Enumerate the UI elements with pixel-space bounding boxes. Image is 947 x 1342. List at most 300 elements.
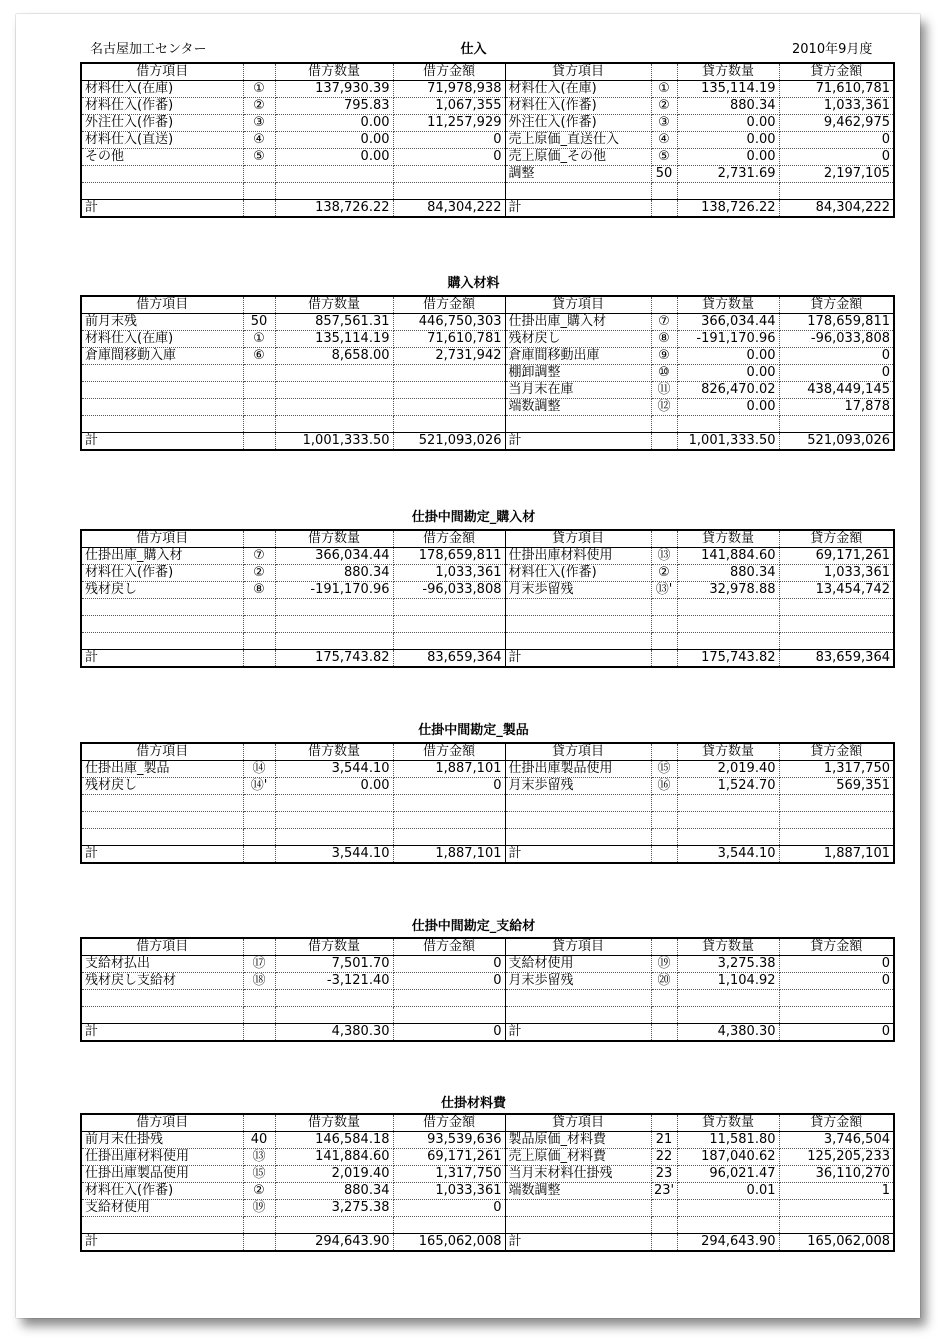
table-cell: 0.00: [677, 365, 779, 382]
table-cell: [677, 183, 779, 200]
table-cell: 880.34: [677, 98, 779, 115]
table-row: [81, 81, 894, 98]
table-header-row: [81, 530, 894, 548]
table-cell: [677, 812, 779, 829]
table-cell: [81, 183, 243, 200]
table-cell: ②: [651, 98, 677, 115]
table-cell: 0: [779, 149, 894, 166]
table-cell: [81, 633, 243, 650]
table-cell: [243, 1007, 275, 1024]
table-cell: 1,317,750: [779, 761, 894, 778]
ledger-table: [80, 937, 895, 1042]
table-cell: 446,750,303: [393, 314, 505, 331]
table-cell: 0.00: [275, 149, 393, 166]
table-cell: 438,449,145: [779, 382, 894, 399]
total-row: [81, 846, 894, 864]
table-cell: [779, 1217, 894, 1234]
section-title: 仕掛中間勘定_購入材: [411, 510, 536, 525]
table-cell: 仕掛出庫材料使用: [505, 548, 651, 565]
table-cell: [275, 382, 393, 399]
table-cell: ②: [243, 565, 275, 582]
table-cell: 3,275.38: [275, 1200, 393, 1217]
table-cell: [393, 399, 505, 416]
table-cell: [393, 166, 505, 183]
table-cell: ⑤: [243, 149, 275, 166]
column-header: 借方金額: [393, 743, 505, 761]
column-header: 貸方項目: [505, 1114, 651, 1132]
table-cell: 71,978,938: [393, 81, 505, 98]
table-cell: 0: [779, 348, 894, 365]
table-cell: 0: [393, 132, 505, 149]
table-cell: [651, 1007, 677, 1024]
table-cell: 11,257,929: [393, 115, 505, 132]
table-cell: 0: [779, 1024, 894, 1042]
table-row: [81, 132, 894, 149]
table-cell: ⑮: [243, 1166, 275, 1183]
table-cell: 366,034.44: [275, 548, 393, 565]
table-cell: [651, 846, 677, 864]
column-header: 借方数量: [275, 1114, 393, 1132]
table-cell: [779, 829, 894, 846]
table-cell: 175,743.82: [275, 650, 393, 668]
table-cell: 1,067,355: [393, 98, 505, 115]
table-cell: [275, 166, 393, 183]
table-cell: 141,884.60: [275, 1149, 393, 1166]
table-cell: 521,093,026: [393, 433, 505, 451]
column-header: 借方金額: [393, 1114, 505, 1132]
table-row: [81, 1166, 894, 1183]
column-header: 貸方項目: [505, 296, 651, 314]
table-cell: 計: [81, 433, 243, 451]
table-cell: 135,114.19: [677, 81, 779, 98]
table-cell: 0.00: [677, 132, 779, 149]
table-cell: 138,726.22: [677, 200, 779, 218]
table-cell: [393, 365, 505, 382]
column-header: 貸方数量: [677, 296, 779, 314]
table-row: [81, 616, 894, 633]
table-cell: [505, 633, 651, 650]
table-cell: [505, 416, 651, 433]
table-cell: [243, 650, 275, 668]
table-cell: [393, 795, 505, 812]
ledger-table: [80, 529, 895, 668]
table-cell: 23': [651, 1183, 677, 1200]
table-header-row: [81, 743, 894, 761]
table-cell: ⑭: [243, 761, 275, 778]
column-header: [651, 938, 677, 956]
table-cell: 材料仕入(直送): [81, 132, 243, 149]
table-cell: 138,726.22: [275, 200, 393, 218]
table-cell: 0: [393, 778, 505, 795]
table-row: [81, 1132, 894, 1149]
table-cell: ⑰: [243, 956, 275, 973]
column-header: [243, 743, 275, 761]
section-title: 購入材料: [447, 276, 500, 291]
table-cell: 計: [505, 200, 651, 218]
table-cell: 外注仕入(作番): [81, 115, 243, 132]
table-row: [81, 761, 894, 778]
table-cell: 1,033,361: [779, 98, 894, 115]
table-cell: [651, 650, 677, 668]
table-cell: [243, 200, 275, 218]
table-cell: ⑧: [651, 331, 677, 348]
table-cell: 材料仕入(在庫): [505, 81, 651, 98]
table-cell: 795.83: [275, 98, 393, 115]
table-cell: 1,033,361: [779, 565, 894, 582]
table-cell: 178,659,811: [393, 548, 505, 565]
table-cell: [243, 599, 275, 616]
table-cell: [505, 183, 651, 200]
table-cell: 69,171,261: [393, 1149, 505, 1166]
table-cell: 仕掛出庫製品使用: [505, 761, 651, 778]
total-row: [81, 650, 894, 668]
table-cell: [779, 616, 894, 633]
table-row: [81, 548, 894, 565]
column-header: [243, 63, 275, 81]
table-cell: [81, 416, 243, 433]
table-cell: [243, 990, 275, 1007]
table-row: [81, 778, 894, 795]
table-cell: 50: [243, 314, 275, 331]
table-cell: [651, 1217, 677, 1234]
table-cell: ④: [243, 132, 275, 149]
table-cell: ⑫: [651, 399, 677, 416]
table-cell: 83,659,364: [393, 650, 505, 668]
table-cell: 0: [393, 149, 505, 166]
table-cell: [81, 166, 243, 183]
column-header: 借方項目: [81, 743, 243, 761]
table-cell: [243, 633, 275, 650]
table-cell: 計: [505, 433, 651, 451]
table-row: [81, 1183, 894, 1200]
table-row: [81, 314, 894, 331]
table-cell: [779, 599, 894, 616]
column-header: 貸方金額: [779, 938, 894, 956]
table-cell: 仕掛出庫_購入材: [81, 548, 243, 565]
table-cell: 前月末残: [81, 314, 243, 331]
table-cell: [243, 365, 275, 382]
table-cell: 外注仕入(作番): [505, 115, 651, 132]
table-cell: [275, 990, 393, 1007]
table-cell: [393, 990, 505, 1007]
table-cell: 1,033,361: [393, 565, 505, 582]
table-cell: 36,110,270: [779, 1166, 894, 1183]
column-header: 貸方数量: [677, 1114, 779, 1132]
table-cell: [505, 599, 651, 616]
table-cell: 4,380.30: [275, 1024, 393, 1042]
table-cell: 17,878: [779, 399, 894, 416]
table-cell: 9,462,975: [779, 115, 894, 132]
table-cell: 84,304,222: [779, 200, 894, 218]
table-row: [81, 365, 894, 382]
column-header: [243, 938, 275, 956]
column-header: [651, 743, 677, 761]
table-cell: ⑪: [651, 382, 677, 399]
table-cell: 40: [243, 1132, 275, 1149]
table-cell: 2,197,105: [779, 166, 894, 183]
column-header: 貸方数量: [677, 938, 779, 956]
column-header: 借方金額: [393, 938, 505, 956]
table-cell: ⑨: [651, 348, 677, 365]
table-cell: [81, 616, 243, 633]
table-cell: [651, 616, 677, 633]
table-cell: 計: [81, 1024, 243, 1042]
table-cell: 0: [779, 365, 894, 382]
table-cell: 2,019.40: [677, 761, 779, 778]
table-cell: 2,019.40: [275, 1166, 393, 1183]
table-cell: 計: [81, 846, 243, 864]
table-row: [81, 599, 894, 616]
table-cell: 仕掛出庫_製品: [81, 761, 243, 778]
table-cell: 計: [81, 200, 243, 218]
table-cell: [81, 382, 243, 399]
table-row: [81, 382, 894, 399]
table-cell: [243, 1234, 275, 1252]
table-cell: 0.00: [677, 149, 779, 166]
table-cell: ⑬: [243, 1149, 275, 1166]
table-cell: [779, 990, 894, 1007]
table-cell: 3,544.10: [677, 846, 779, 864]
table-cell: [81, 599, 243, 616]
table-row: [81, 973, 894, 990]
table-cell: [81, 1217, 243, 1234]
total-row: [81, 433, 894, 451]
table-cell: 売上原価_その他: [505, 149, 651, 166]
table-header-row: [81, 938, 894, 956]
table-cell: 前月末仕掛残: [81, 1132, 243, 1149]
table-row: [81, 990, 894, 1007]
table-cell: [651, 416, 677, 433]
table-cell: 366,034.44: [677, 314, 779, 331]
table-cell: 569,351: [779, 778, 894, 795]
table-cell: ②: [243, 98, 275, 115]
table-cell: 84,304,222: [393, 200, 505, 218]
table-cell: 165,062,008: [393, 1234, 505, 1252]
table-row: [81, 115, 894, 132]
table-cell: [275, 365, 393, 382]
column-header: 貸方金額: [779, 1114, 894, 1132]
table-cell: 880.34: [275, 1183, 393, 1200]
table-cell: 125,205,233: [779, 1149, 894, 1166]
table-cell: 仕掛出庫_購入材: [505, 314, 651, 331]
table-cell: 仕掛出庫製品使用: [81, 1166, 243, 1183]
table-cell: [275, 1217, 393, 1234]
table-cell: [393, 1217, 505, 1234]
column-header: 借方項目: [81, 63, 243, 81]
table-cell: [651, 1200, 677, 1217]
section-title: 仕掛中間勘定_支給材: [411, 919, 536, 934]
table-cell: ①: [651, 81, 677, 98]
table-cell: 計: [505, 650, 651, 668]
table-cell: ⑧: [243, 582, 275, 599]
table-cell: [779, 183, 894, 200]
table-row: [81, 348, 894, 365]
table-cell: [275, 812, 393, 829]
table-cell: [243, 616, 275, 633]
table-cell: [275, 633, 393, 650]
table-cell: 3,544.10: [275, 761, 393, 778]
column-header: 借方項目: [81, 1114, 243, 1132]
table-cell: ⑬: [651, 548, 677, 565]
table-cell: [393, 829, 505, 846]
table-cell: 178,659,811: [779, 314, 894, 331]
column-header: 貸方項目: [505, 530, 651, 548]
table-cell: [81, 365, 243, 382]
table-cell: 13,454,742: [779, 582, 894, 599]
table-cell: 支給材使用: [81, 1200, 243, 1217]
table-cell: 材料仕入(作番): [81, 98, 243, 115]
column-header: [243, 296, 275, 314]
table-row: [81, 331, 894, 348]
table-cell: 1,887,101: [779, 846, 894, 864]
table-cell: [243, 183, 275, 200]
table-cell: 71,610,781: [393, 331, 505, 348]
table-cell: 0.00: [275, 115, 393, 132]
table-cell: [505, 1217, 651, 1234]
table-cell: 製品原価_材料費: [505, 1132, 651, 1149]
table-cell: 残材戻し支給材: [81, 973, 243, 990]
table-cell: 3,544.10: [275, 846, 393, 864]
column-header: 貸方金額: [779, 296, 894, 314]
table-cell: ⑦: [243, 548, 275, 565]
table-cell: 137,930.39: [275, 81, 393, 98]
table-cell: ⑥: [243, 348, 275, 365]
table-cell: 調整: [505, 166, 651, 183]
table-cell: [505, 812, 651, 829]
table-row: [81, 795, 894, 812]
table-cell: 1,001,333.50: [677, 433, 779, 451]
table-cell: [275, 599, 393, 616]
table-cell: [677, 616, 779, 633]
table-cell: 93,539,636: [393, 1132, 505, 1149]
column-header: 借方数量: [275, 63, 393, 81]
table-cell: 材料仕入(作番): [505, 98, 651, 115]
column-header: 借方数量: [275, 296, 393, 314]
table-cell: 0.01: [677, 1183, 779, 1200]
table-cell: [393, 812, 505, 829]
table-cell: -3,121.40: [275, 973, 393, 990]
table-cell: [393, 382, 505, 399]
table-cell: [505, 990, 651, 1007]
table-cell: [393, 633, 505, 650]
table-cell: 4,380.30: [677, 1024, 779, 1042]
table-cell: [275, 183, 393, 200]
table-cell: 当月末材料仕掛残: [505, 1166, 651, 1183]
table-cell: [275, 616, 393, 633]
table-cell: 支給材使用: [505, 956, 651, 973]
ledger-table: [80, 1113, 895, 1252]
column-header: 貸方項目: [505, 938, 651, 956]
period-label: 2010年9月度: [792, 42, 873, 57]
center-name: 名古屋加工センター: [90, 42, 207, 57]
table-cell: ⑬': [651, 582, 677, 599]
table-cell: 146,584.18: [275, 1132, 393, 1149]
table-cell: [651, 633, 677, 650]
table-cell: 294,643.90: [677, 1234, 779, 1252]
table-cell: 計: [505, 1234, 651, 1252]
table-header-row: [81, 63, 894, 81]
table-row: [81, 956, 894, 973]
table-cell: [275, 416, 393, 433]
table-cell: 3,275.38: [677, 956, 779, 973]
table-cell: [677, 1200, 779, 1217]
column-header: [651, 530, 677, 548]
table-cell: [243, 812, 275, 829]
table-cell: 0: [393, 956, 505, 973]
table-cell: 月末歩留残: [505, 778, 651, 795]
table-cell: [393, 1007, 505, 1024]
table-cell: 仕掛出庫材料使用: [81, 1149, 243, 1166]
table-cell: 支給材払出: [81, 956, 243, 973]
table-cell: ⑳: [651, 973, 677, 990]
table-cell: [651, 990, 677, 1007]
table-cell: [275, 829, 393, 846]
column-header: 貸方金額: [779, 63, 894, 81]
column-header: 借方金額: [393, 530, 505, 548]
table-cell: 294,643.90: [275, 1234, 393, 1252]
table-cell: 材料仕入(作番): [81, 565, 243, 582]
table-cell: [81, 990, 243, 1007]
table-cell: [651, 795, 677, 812]
section-title: 仕掛材料費: [440, 1096, 506, 1111]
table-cell: 1,524.70: [677, 778, 779, 795]
table-cell: 端数調整: [505, 399, 651, 416]
table-cell: [677, 599, 779, 616]
table-cell: 売上原価_直送仕入: [505, 132, 651, 149]
ledger-table: [80, 742, 895, 864]
column-header: [651, 1114, 677, 1132]
table-cell: ②: [651, 565, 677, 582]
table-cell: [779, 1007, 894, 1024]
table-cell: [243, 1217, 275, 1234]
table-cell: 22: [651, 1149, 677, 1166]
table-cell: 857,561.31: [275, 314, 393, 331]
table-cell: [243, 399, 275, 416]
table-cell: [779, 416, 894, 433]
table-cell: [651, 599, 677, 616]
column-header: 借方金額: [393, 296, 505, 314]
total-row: [81, 1234, 894, 1252]
table-cell: 880.34: [677, 565, 779, 582]
table-cell: ③: [243, 115, 275, 132]
table-cell: -96,033,808: [779, 331, 894, 348]
table-cell: 残材戻し: [505, 331, 651, 348]
table-cell: -191,170.96: [677, 331, 779, 348]
table-cell: [275, 399, 393, 416]
column-header: 借方数量: [275, 938, 393, 956]
column-header: 貸方数量: [677, 743, 779, 761]
table-cell: [651, 433, 677, 451]
table-cell: 倉庫間移動入庫: [81, 348, 243, 365]
table-row: [81, 812, 894, 829]
table-cell: 23: [651, 1166, 677, 1183]
table-cell: 7,501.70: [275, 956, 393, 973]
table-cell: [651, 812, 677, 829]
table-row: [81, 183, 894, 200]
table-cell: 材料仕入(在庫): [81, 81, 243, 98]
table-cell: -191,170.96: [275, 582, 393, 599]
table-cell: ⑲: [243, 1200, 275, 1217]
table-cell: ③: [651, 115, 677, 132]
table-cell: 月末歩留残: [505, 582, 651, 599]
table-cell: [779, 795, 894, 812]
table-cell: 141,884.60: [677, 548, 779, 565]
table-cell: 83,659,364: [779, 650, 894, 668]
column-header: [651, 63, 677, 81]
table-cell: [243, 382, 275, 399]
table-header-row: [81, 296, 894, 314]
table-cell: 0: [779, 956, 894, 973]
